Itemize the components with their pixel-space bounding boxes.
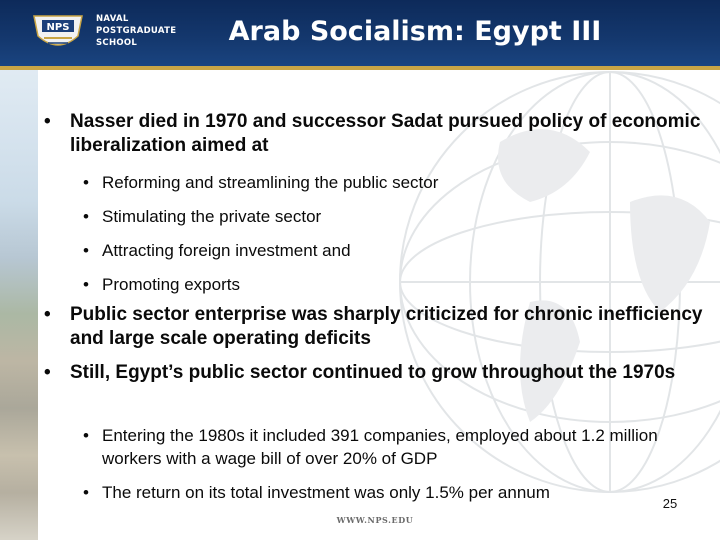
sub-bullet-text: Promoting exports	[102, 275, 240, 294]
bullet-text: Nasser died in 1970 and successor Sadat pursued policy of economic liberalization aimed at	[70, 111, 701, 156]
logo-line-school: SCHOOL	[96, 38, 138, 48]
sub-bullet-reforming	[80, 171, 702, 194]
logo-badge-text: NPS	[46, 22, 70, 33]
sub-bullet-text: Entering the 1980s it included 391 companies, employed about 1.2 million workers with a wage bill of over 20% of GDP	[102, 426, 658, 468]
sub-bullet-text: Attracting foreign investment and	[102, 241, 351, 260]
bullet-public-sector-criticized	[44, 303, 710, 351]
sub-bullet-text: Reforming and streamlining the public sector	[102, 173, 439, 192]
sub-bullet-marker: •	[83, 173, 89, 192]
sub-bullet-promoting	[80, 273, 702, 296]
sub-bullet-companies	[80, 424, 702, 470]
sub-bullet-marker: •	[83, 241, 89, 260]
sub-bullet-text: Stimulating the private sector	[102, 207, 322, 226]
bullet-text: Public sector enterprise was sharply criticized for chronic inefficiency and large scale operating deficits	[70, 304, 703, 349]
logo-line-postgraduate: POSTGRADUATE	[96, 26, 177, 36]
sub-bullet-marker: •	[83, 426, 89, 445]
sub-bullet-marker: •	[83, 275, 89, 294]
sub-bullet-stimulating	[80, 205, 702, 228]
bullet-text: Still, Egypt’s public sector continued to grow throughout the 1970s	[70, 362, 676, 383]
sub-bullet-text: The return on its total investment was only 1.5% per annum	[102, 483, 550, 502]
bullet-marker: •	[44, 362, 51, 383]
bullet-public-sector-grew	[44, 361, 710, 385]
logo-line-naval: NAVAL	[96, 14, 129, 24]
slide-title: Arab Socialism: Egypt III	[228, 16, 602, 47]
page-number: 25	[662, 496, 678, 511]
sub-bullet-return	[80, 481, 642, 504]
sub-bullet-marker: •	[83, 483, 89, 502]
bullet-nasser	[44, 110, 710, 158]
sub-bullet-attracting	[80, 239, 702, 262]
bullet-marker: •	[44, 111, 51, 132]
sub-bullet-marker: •	[83, 207, 89, 226]
footer-url-link[interactable]: WWW.NPS.EDU	[336, 515, 414, 525]
bullet-marker: •	[44, 304, 51, 325]
